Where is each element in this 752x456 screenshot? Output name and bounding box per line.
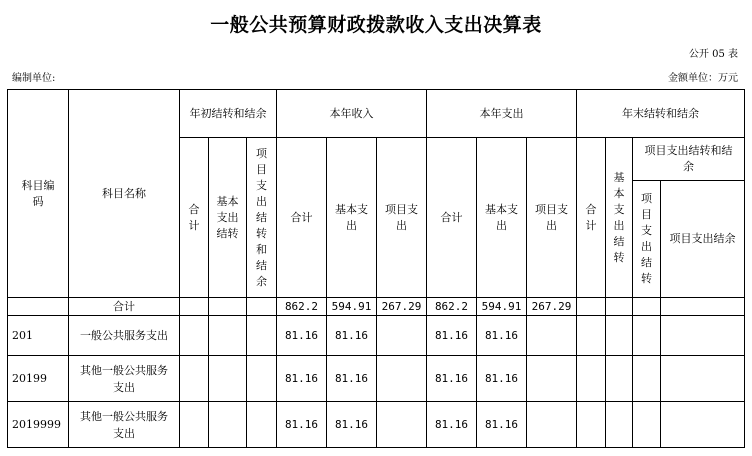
row-expense-total: 81.16 — [427, 316, 477, 356]
header-end-basic: 基本支出结转 — [606, 138, 633, 298]
row-end-project-surplus — [661, 316, 745, 356]
row-name: 其他一般公共服务支出 — [69, 356, 180, 402]
row-expense-project — [527, 316, 577, 356]
total-end-total — [577, 298, 606, 316]
report-title: 一般公共预算财政拨款收入支出决算表 — [210, 14, 542, 36]
row-income-total: 81.16 — [277, 402, 327, 448]
header-income-total: 合计 — [277, 138, 327, 298]
total-end-project-carry — [633, 298, 661, 316]
header-end-total: 合计 — [577, 138, 606, 298]
row-end-total — [577, 356, 606, 402]
row-income-basic: 81.16 — [327, 402, 377, 448]
header-end-project-group: 项目支出结转和结余 — [633, 138, 745, 181]
row-code: 201 — [8, 316, 69, 356]
total-end-basic — [606, 298, 633, 316]
row-income-basic: 81.16 — [327, 356, 377, 402]
header-income: 本年收入 — [277, 90, 427, 138]
table-row — [8, 402, 745, 448]
unit-label: 金额单位：万元 — [668, 73, 738, 84]
row-expense-basic: 81.16 — [477, 316, 527, 356]
row-income-total: 81.16 — [277, 316, 327, 356]
header-income-basic: 基本支出 — [327, 138, 377, 298]
row-end-total — [577, 402, 606, 448]
total-begin-basic — [209, 298, 247, 316]
row-code: 20199 — [8, 356, 69, 402]
total-income-total: 862.2 — [277, 298, 327, 316]
header-end: 年末结转和结余 — [577, 90, 745, 138]
header-expense-project: 项目支出 — [527, 138, 577, 298]
row-end-project-surplus — [661, 356, 745, 402]
row-expense-basic: 81.16 — [477, 356, 527, 402]
row-code: 2019999 — [8, 402, 69, 448]
row-expense-total: 81.16 — [427, 402, 477, 448]
total-begin-total — [180, 298, 209, 316]
header-expense-basic: 基本支出 — [477, 138, 527, 298]
total-income-basic: 594.91 — [327, 298, 377, 316]
row-income-total: 81.16 — [277, 356, 327, 402]
header-end-project-carry: 项目支出结转 — [633, 181, 661, 298]
form-number: 公开 05 表 — [688, 49, 738, 60]
header-begin-project: 项目支出结转和结余 — [247, 138, 277, 298]
header-begin: 年初结转和结余 — [180, 90, 277, 138]
row-begin-total — [180, 316, 209, 356]
row-end-project-carry — [633, 402, 661, 448]
header-expense-total: 合计 — [427, 138, 477, 298]
row-begin-basic — [209, 356, 247, 402]
table-row-total — [8, 298, 745, 316]
total-expense-total: 862.2 — [427, 298, 477, 316]
header-begin-total: 合计 — [180, 138, 209, 298]
budget-table — [7, 89, 745, 448]
row-income-project — [377, 402, 427, 448]
row-end-basic — [606, 356, 633, 402]
row-expense-project — [527, 402, 577, 448]
header-income-project: 项目支出 — [377, 138, 427, 298]
row-end-basic — [606, 316, 633, 356]
row-name: 其他一般公共服务支出 — [69, 402, 180, 448]
row-end-project-carry — [633, 356, 661, 402]
header-end-project-surplus: 项目支出结余 — [661, 181, 745, 298]
row-expense-basic: 81.16 — [477, 402, 527, 448]
row-name: 一般公共服务支出 — [69, 316, 180, 356]
row-end-total — [577, 316, 606, 356]
row-begin-total — [180, 402, 209, 448]
header-begin-basic: 基本支出结转 — [209, 138, 247, 298]
total-expense-basic: 594.91 — [477, 298, 527, 316]
row-expense-project — [527, 356, 577, 402]
row-end-project-carry — [633, 316, 661, 356]
row-income-project — [377, 356, 427, 402]
header-name: 科目名称 — [69, 90, 180, 298]
row-begin-project — [247, 356, 277, 402]
total-code — [8, 298, 69, 316]
row-expense-total: 81.16 — [427, 356, 477, 402]
row-end-project-surplus — [661, 402, 745, 448]
row-income-project — [377, 316, 427, 356]
total-label: 合计 — [69, 298, 180, 316]
header-code: 科目编码 — [8, 90, 69, 298]
row-begin-project — [247, 402, 277, 448]
row-income-basic: 81.16 — [327, 316, 377, 356]
table-row — [8, 356, 745, 402]
total-end-project-surplus — [661, 298, 745, 316]
header-expense: 本年支出 — [427, 90, 577, 138]
total-expense-project: 267.29 — [527, 298, 577, 316]
row-begin-basic — [209, 402, 247, 448]
row-end-basic — [606, 402, 633, 448]
row-begin-total — [180, 356, 209, 402]
total-income-project: 267.29 — [377, 298, 427, 316]
table-row — [8, 316, 745, 356]
org-label: 编制单位: — [12, 73, 56, 84]
row-begin-project — [247, 316, 277, 356]
row-begin-basic — [209, 316, 247, 356]
total-begin-project — [247, 298, 277, 316]
